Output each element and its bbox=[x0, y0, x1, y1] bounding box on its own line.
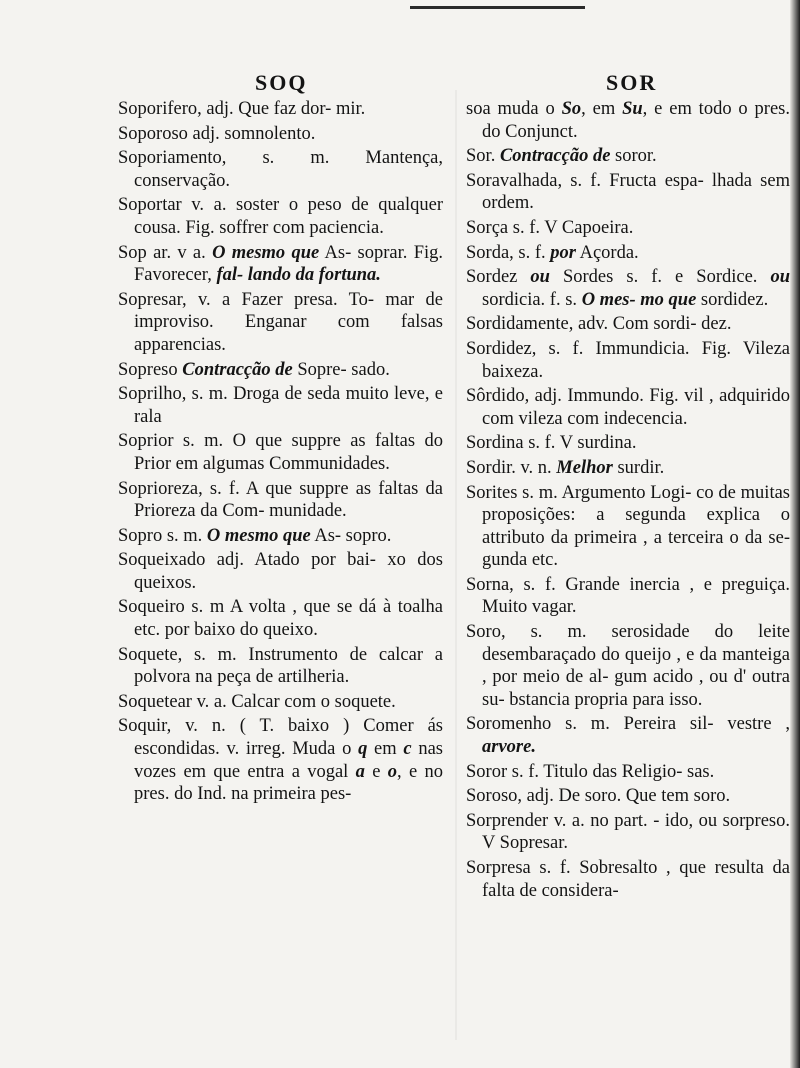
entry-text: e bbox=[364, 761, 388, 782]
entry-text: , adj. De soro. Que tem soro. bbox=[517, 786, 731, 807]
entry-text: adj. somnolento. bbox=[187, 123, 316, 144]
entry-text: s. f. V surdina. bbox=[523, 433, 637, 454]
dictionary-entry bbox=[466, 98, 790, 143]
dictionary-entry bbox=[118, 715, 443, 805]
entry-headword: Sor bbox=[466, 146, 491, 167]
entry-headword: Soroso bbox=[466, 786, 518, 807]
entry-text: As- soprar. Fig. Favorecer, bbox=[134, 242, 444, 286]
entry-italic-text: O mesmo que bbox=[212, 242, 320, 263]
entry-text: , v. a Fazer presa. To- mar de improviso. Enganar com falsas apparencias. bbox=[134, 289, 443, 355]
dictionary-entry bbox=[118, 98, 443, 121]
entry-text: , v. n. ( T. baixo ) Comer ás escondidas. v. irreg. Muda o bbox=[134, 716, 443, 760]
entry-italic-text: c bbox=[403, 739, 412, 760]
entry-italic-text: o bbox=[387, 761, 398, 782]
left-column bbox=[118, 98, 443, 808]
entry-text: . v. n. bbox=[511, 457, 557, 478]
entry-headword: Sordidez bbox=[466, 338, 532, 359]
entry-text: , s. f. Grande inercia , e preguiça. Muito vagar. bbox=[482, 574, 790, 618]
entry-headword: Soqueiro bbox=[118, 597, 185, 618]
dictionary-entry bbox=[466, 482, 790, 572]
entry-headword: Soprioreza bbox=[118, 478, 199, 499]
dictionary-entry bbox=[118, 596, 443, 641]
entry-headword: Soromenho bbox=[466, 714, 552, 735]
entry-text: s. f. V Capoeira. bbox=[508, 217, 634, 238]
left-column-header: SOQ bbox=[255, 70, 308, 95]
entry-text: s. m. bbox=[162, 525, 207, 546]
entry-headword: Sordez bbox=[466, 267, 518, 288]
entry-italic-text: arvore. bbox=[482, 737, 536, 758]
entry-italic-text: O mes- mo que bbox=[581, 289, 697, 310]
entry-text: s. m. Pereira sil- vestre , bbox=[551, 714, 790, 735]
dictionary-entry bbox=[466, 574, 790, 619]
entry-italic-text: Su bbox=[622, 99, 643, 119]
entry-italic-text: Contracção de bbox=[182, 359, 293, 380]
entry-text: , e no pres. do Ind. na primeira pes- bbox=[134, 761, 443, 805]
entry-text: , e em todo o pres. do Conjunct. bbox=[482, 99, 790, 142]
dictionary-entry bbox=[466, 810, 790, 855]
entry-headword: Sôrdido bbox=[466, 386, 525, 407]
entry-text: . v a. bbox=[166, 242, 213, 263]
entry-text: Açorda. bbox=[576, 242, 639, 263]
dictionary-entry bbox=[118, 549, 443, 594]
entry-italic-text: ou bbox=[770, 267, 790, 288]
entry-headword: Soprilho bbox=[118, 384, 182, 405]
entry-text: em bbox=[367, 739, 404, 760]
entry-italic-text: Contracção de bbox=[499, 146, 611, 167]
entry-text: sordidez. bbox=[696, 289, 769, 310]
dictionary-entry bbox=[118, 289, 443, 357]
entry-text: v. a. Calcar com o soquete. bbox=[191, 691, 396, 712]
entry-headword: Soquir bbox=[118, 716, 167, 737]
dictionary-entry bbox=[466, 713, 790, 758]
dictionary-entry bbox=[118, 691, 443, 714]
entry-italic-text: So bbox=[561, 99, 582, 119]
entry-headword: Soro bbox=[466, 622, 501, 643]
entry-headword: Sordidamente bbox=[466, 314, 569, 335]
dictionary-entry bbox=[118, 644, 443, 689]
entry-text: s. m. Argumento Logi- co de muitas proposições: a segunda explica o attributo da primeira , a terceira o da se- gunda etc. bbox=[482, 482, 790, 571]
entry-headword: Soportar bbox=[118, 195, 182, 216]
entry-headword: Sordina bbox=[466, 433, 524, 454]
entry-text: s. f. Titulo das Religio- sas. bbox=[507, 761, 715, 782]
entry-italic-text: ou bbox=[530, 267, 550, 288]
entry-italic-text: por bbox=[550, 242, 576, 263]
entry-italic-text: fal- lando da fortuna. bbox=[216, 265, 381, 286]
dictionary-entry bbox=[466, 385, 790, 430]
entry-headword: Soporiamento bbox=[118, 148, 222, 169]
dictionary-entry bbox=[466, 761, 790, 784]
entry-headword: Sopro bbox=[118, 525, 163, 546]
entry-headword: Soporoso bbox=[118, 123, 188, 144]
dictionary-entry bbox=[466, 457, 790, 480]
entry-headword: Sorprender bbox=[466, 810, 549, 831]
entry-italic-text: Melhor bbox=[556, 457, 613, 478]
entry-headword: Sopresar bbox=[118, 289, 182, 310]
entry-text: surdir. bbox=[612, 457, 665, 478]
dictionary-entry bbox=[466, 170, 790, 215]
dictionary-entry bbox=[466, 621, 790, 711]
dictionary-entry bbox=[118, 359, 443, 382]
right-column-header: SOR bbox=[606, 70, 658, 95]
entry-headword: Soporifero bbox=[118, 99, 198, 119]
dictionary-entry bbox=[466, 432, 790, 455]
entry-text: Sopre- sado. bbox=[292, 359, 390, 380]
entry-headword: Soprior bbox=[118, 431, 174, 452]
dictionary-entry bbox=[466, 242, 790, 265]
dictionary-entry bbox=[466, 145, 790, 168]
entry-headword: Sorna bbox=[466, 574, 510, 595]
entry-headword: Sorda bbox=[466, 242, 510, 263]
dictionary-entry bbox=[466, 857, 790, 902]
dictionary-entry bbox=[466, 313, 790, 336]
dictionary-entry bbox=[118, 123, 443, 146]
entry-text bbox=[517, 267, 530, 287]
column-gutter bbox=[455, 90, 457, 1040]
entry-text: . bbox=[490, 146, 500, 167]
entry-text: , adj. Que faz dor- mir. bbox=[197, 99, 366, 119]
entry-text: v. a. no part. - ido, ou sorpreso. V Sopresar. bbox=[482, 810, 790, 854]
dictionary-entry bbox=[118, 525, 443, 548]
entry-italic-text: q bbox=[358, 739, 368, 760]
entry-text: , s. f. Immundicia. Fig. Vileza baixeza. bbox=[482, 338, 790, 382]
entry-text: , s. f. A que suppre as faltas da Prioreza da Com- munidade. bbox=[134, 478, 443, 522]
dictionary-entry bbox=[466, 785, 790, 808]
dictionary-entry bbox=[118, 383, 443, 428]
entry-text: sordicia. f. s. bbox=[482, 289, 582, 310]
entry-headword: Soquetear bbox=[118, 691, 192, 712]
entry-text: As- sopro. bbox=[310, 525, 392, 546]
entry-text: soror. bbox=[610, 146, 657, 167]
entry-text: adj. Atado por bai- xo dos queixos. bbox=[134, 550, 443, 593]
entry-headword: Sorites bbox=[466, 482, 518, 503]
entry-headword: Sordir bbox=[466, 457, 512, 478]
dictionary-entry bbox=[118, 242, 443, 287]
entry-text: , s. f. Fructa espa- lhada sem ordem. bbox=[482, 170, 790, 214]
entry-text: , s. m. Instrumento de calcar a polvora na peça de artilheria. bbox=[134, 644, 443, 688]
entry-text: , s. m. Droga de seda muito leve, e rala bbox=[134, 384, 443, 427]
dictionary-entry bbox=[118, 430, 443, 475]
entry-text: , adv. Com sordi- dez. bbox=[568, 314, 732, 335]
entry-text: v. a. soster o peso de qualquer cousa. Fig. soffrer com paciencia. bbox=[134, 195, 443, 238]
entry-italic-text: O mesmo que bbox=[206, 525, 311, 546]
right-column bbox=[466, 98, 790, 904]
dictionary-entry bbox=[118, 478, 443, 523]
entry-text: s. m. O que suppre as faltas do Prior em algumas Communidades. bbox=[134, 431, 443, 474]
entry-headword: Soqueixado bbox=[118, 550, 206, 571]
entry-text: , em bbox=[581, 99, 623, 119]
entry-headword: Sopreso bbox=[118, 359, 178, 380]
page-edge-shadow bbox=[790, 0, 800, 1068]
entry-headword: Soravalhada bbox=[466, 170, 558, 191]
entry-headword: Soror bbox=[466, 761, 508, 782]
entry-text: soa muda o bbox=[466, 99, 562, 119]
entry-headword: Sorpresa bbox=[466, 858, 531, 878]
entry-headword: Soquete bbox=[118, 644, 178, 665]
entry-text: , s. f. bbox=[509, 242, 551, 263]
dictionary-entry bbox=[466, 266, 790, 311]
entry-text: Sordes s. f. e Sordice. bbox=[549, 267, 771, 288]
entry-headword: Sop ar bbox=[118, 242, 167, 263]
dictionary-entry bbox=[466, 217, 790, 240]
entry-text: , s. m. Mantença, conservação. bbox=[134, 148, 443, 191]
entry-text: s. m A volta , que se dá à toalha etc. por baixo do queixo. bbox=[134, 597, 443, 641]
dictionary-entry bbox=[466, 338, 790, 383]
dictionary-entry bbox=[118, 194, 443, 239]
entry-text: nas vozes em que entra a vogal bbox=[134, 739, 443, 782]
entry-headword: Sorça bbox=[466, 217, 509, 238]
entry-italic-text: a bbox=[355, 761, 365, 782]
dictionary-entry bbox=[118, 147, 443, 192]
entry-text: s. f. Sobresalto , que resulta da falta de considera- bbox=[482, 858, 790, 901]
entry-text: , s. m. serosidade do leite desembaraçado do queijo , e da manteiga , por meio de al- gum acido , ou d' outra su- bstancia propria para isso. bbox=[482, 622, 790, 710]
top-rule bbox=[410, 6, 585, 9]
entry-text: , adj. Immundo. Fig. vil , adquirido com vileza com indecencia. bbox=[482, 386, 790, 429]
